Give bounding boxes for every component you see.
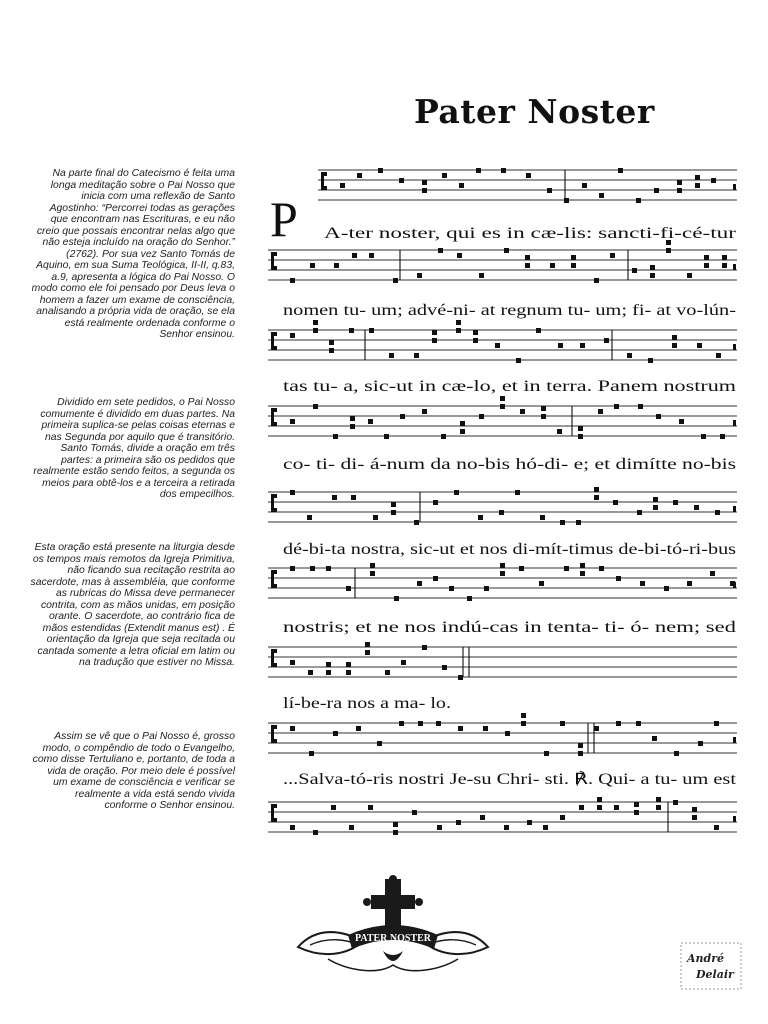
neume-note xyxy=(340,183,345,188)
neume-note xyxy=(433,500,438,505)
neume-note xyxy=(307,515,312,520)
c-clef-icon xyxy=(271,408,277,426)
neume-note xyxy=(654,188,659,193)
neume-note xyxy=(326,566,331,571)
neume-note xyxy=(389,353,394,358)
lyric-line-6: nostris; et ne nos indú-cas in tenta- ti- ó- nem; sed xyxy=(283,619,737,636)
commentary-paragraph-4: Assim se vê que o Pai Nosso é, grosso modo, o compêndio de todo o Evangelho, como disse Tertuliano e, portanto, de toda a vida de oração. Por meio dele é possível um exame de consciência e verificar se realmente a vida está sendo vivida conforme o Senhor ensinou. xyxy=(32,731,235,811)
neume-note xyxy=(391,510,396,515)
neume-note xyxy=(368,419,373,424)
neume-note xyxy=(704,263,709,268)
neume-note xyxy=(478,515,483,520)
neume-note xyxy=(578,434,583,439)
neume-note xyxy=(695,183,700,188)
neume-note xyxy=(414,520,419,525)
neume-note xyxy=(638,404,643,409)
neume-note xyxy=(433,576,438,581)
neume-note xyxy=(672,343,677,348)
neume-note xyxy=(701,434,706,439)
neume-note xyxy=(578,751,583,756)
neume-note xyxy=(557,429,562,434)
neume-note xyxy=(422,188,427,193)
neume-note xyxy=(632,268,637,273)
neume-note xyxy=(525,263,530,268)
banner-text: PATER NOSTER xyxy=(354,933,432,944)
neume-note xyxy=(365,642,370,647)
neume-note xyxy=(614,404,619,409)
neume-note xyxy=(582,183,587,188)
signature-line-1: André xyxy=(687,952,725,965)
neume-note xyxy=(673,500,678,505)
neume-note xyxy=(473,330,478,335)
neume-note xyxy=(687,273,692,278)
neume-note xyxy=(704,255,709,260)
neume-note xyxy=(677,180,682,185)
neume-note xyxy=(500,571,505,576)
neume-note xyxy=(458,675,463,680)
neume-note xyxy=(369,253,374,258)
commentary-paragraph-3: Esta oração está presente na liturgia desde os tempos mais remotos da Igreja Primitiva, não ficando sua recitação restrita ao sacerdote, mas à assembléia, que conforme as rubricas do Missa deve permanecer contrita, com as mãos unidas, em posição orante. O sacerdote, ao contrário fica de mãos estendidas (Extendit manus est) . É orientação da Igreja que seja recitada ou cantada somente a letra oficial em latim ou na tradução que estiver no Missa. xyxy=(30,542,235,668)
neume-note xyxy=(543,825,548,830)
neume-note xyxy=(393,278,398,283)
neume-note xyxy=(377,741,382,746)
neume-note xyxy=(350,424,355,429)
neume-note xyxy=(329,348,334,353)
neume-note xyxy=(571,255,576,260)
neume-note xyxy=(578,743,583,748)
neume-note xyxy=(422,645,427,650)
neume-note xyxy=(479,273,484,278)
neume-note xyxy=(399,721,404,726)
neume-note xyxy=(449,586,454,591)
neume-note xyxy=(580,571,585,576)
neume-note xyxy=(714,825,719,830)
neume-note xyxy=(326,662,331,667)
neume-note xyxy=(333,434,338,439)
neume-note xyxy=(536,328,541,333)
neume-note xyxy=(616,721,621,726)
neume-note xyxy=(436,721,441,726)
commentary-paragraph-1: Na parte final do Catecismo é feita uma longa meditação sobre o Pai Nosso que inicia com uma reflexão de Santo Agostinho: “Percorrei todas as gerações que encontram nas Escrituras, e eu não creio que possais encontrar nelas algo que não esteja incluído na oração do Senhor.” (2762). Por sua vez Santo Tomás de Aquino, em sua Suma Teológica, II-II, q.83, a.9, apresenta a lógica do Pai Nosso. O modo como ele foi pensado por Deus leva o homem a fazer um exame de consciência, analisando a própria vida de oração, se ela está realmente ordenada conforme o Senhor ensinou. xyxy=(31,168,235,340)
custos-mark xyxy=(733,420,736,426)
neume-note xyxy=(479,414,484,419)
custos-mark xyxy=(733,506,736,512)
neume-note xyxy=(495,343,500,348)
neume-note xyxy=(697,343,702,348)
neume-note xyxy=(541,414,546,419)
page-title: Pater Noster xyxy=(414,92,655,131)
neume-note xyxy=(673,800,678,805)
neume-note xyxy=(618,168,623,173)
neume-note xyxy=(560,721,565,726)
neume-note xyxy=(441,434,446,439)
commentary-paragraph-2: Dividido em sete pedidos, o Pai Nosso comumente é dividido em duas partes. Na primeira suplica-se pelas coisas eternas e nas Segunda por aquilo que é transitório. Santo Tomás, divide a oração em três partes: a primeira são os pedidos que realmente estão sendo feitos, a segunda os meios para obtê-los e a terceira a retirada dos empecilhos. xyxy=(33,397,235,500)
neume-note xyxy=(290,419,295,424)
neume-note xyxy=(368,805,373,810)
neume-note xyxy=(393,830,398,835)
neume-note xyxy=(578,426,583,431)
lyric-line-3: tas tu- a, sic-ut in cæ-lo, et in terra. Panem nostrum xyxy=(283,378,736,395)
neume-note xyxy=(714,721,719,726)
neume-note xyxy=(692,815,697,820)
neume-note xyxy=(656,414,661,419)
neume-note xyxy=(599,193,604,198)
neume-note xyxy=(560,520,565,525)
neume-note xyxy=(558,343,563,348)
lyric-line-4: co- ti- di- á-num da no-bis hó-di- e; et dimítte no-bis xyxy=(283,456,736,473)
neume-note xyxy=(500,404,505,409)
neume-note xyxy=(414,353,419,358)
neume-note xyxy=(599,566,604,571)
c-clef-icon xyxy=(271,332,277,350)
lyric-line-1: A-ter noster, qui es in cæ-lis: sancti-fi-cé-tur xyxy=(324,225,738,242)
neume-note xyxy=(290,278,295,283)
neume-note xyxy=(571,263,576,268)
neume-note xyxy=(457,253,462,258)
neume-note xyxy=(679,419,684,424)
c-clef-icon xyxy=(271,649,277,667)
neume-note xyxy=(610,253,615,258)
neume-note xyxy=(456,820,461,825)
neume-note xyxy=(722,255,727,260)
neume-note xyxy=(310,566,315,571)
neume-note xyxy=(499,510,504,515)
neume-note xyxy=(519,566,524,571)
neume-note xyxy=(432,330,437,335)
neume-note xyxy=(460,421,465,426)
neume-note xyxy=(400,414,405,419)
neume-note xyxy=(394,596,399,601)
neume-note xyxy=(627,353,632,358)
c-clef-icon xyxy=(271,725,277,743)
neume-note xyxy=(313,404,318,409)
neume-note xyxy=(698,741,703,746)
neume-note xyxy=(378,168,383,173)
custos-mark xyxy=(733,344,736,350)
neume-note xyxy=(722,263,727,268)
neume-note xyxy=(373,515,378,520)
neume-note xyxy=(501,168,506,173)
neume-note xyxy=(369,328,374,333)
neume-note xyxy=(384,434,389,439)
neume-note xyxy=(331,805,336,810)
neume-note xyxy=(290,825,295,830)
neume-note xyxy=(418,721,423,726)
neume-note xyxy=(484,586,489,591)
neume-note xyxy=(544,751,549,756)
neume-note xyxy=(417,581,422,586)
neume-note xyxy=(500,563,505,568)
neume-note xyxy=(391,502,396,507)
neume-note xyxy=(458,726,463,731)
neume-note xyxy=(454,490,459,495)
neume-note xyxy=(442,173,447,178)
neume-note xyxy=(365,650,370,655)
neume-note xyxy=(580,563,585,568)
lyric-line-5: dé-bi-ta nostra, sic-ut et nos di-mít-timus de-bi-tó-ri-bus xyxy=(283,541,736,558)
neume-note xyxy=(329,340,334,345)
neume-note xyxy=(636,721,641,726)
neume-note xyxy=(357,173,362,178)
neume-note xyxy=(438,248,443,253)
neume-note xyxy=(672,335,677,340)
neume-note xyxy=(310,263,315,268)
c-clef-icon xyxy=(271,570,277,588)
neume-note xyxy=(636,198,641,203)
neume-note xyxy=(370,571,375,576)
neume-note xyxy=(716,353,721,358)
neume-note xyxy=(515,490,520,495)
neume-note xyxy=(432,338,437,343)
neume-note xyxy=(604,338,609,343)
neume-note xyxy=(650,265,655,270)
custos-mark xyxy=(733,582,736,588)
neume-note xyxy=(720,434,725,439)
neume-note xyxy=(456,320,461,325)
neume-note xyxy=(399,178,404,183)
neume-note xyxy=(309,751,314,756)
neume-note xyxy=(715,510,720,515)
neume-note xyxy=(442,665,447,670)
custos-mark xyxy=(733,264,736,270)
neume-note xyxy=(313,328,318,333)
neume-note xyxy=(547,188,552,193)
neume-note xyxy=(653,497,658,502)
neume-note xyxy=(656,797,661,802)
neume-note xyxy=(711,178,716,183)
neume-note xyxy=(594,487,599,492)
neume-note xyxy=(473,338,478,343)
neume-note xyxy=(674,751,679,756)
neume-note xyxy=(597,805,602,810)
neume-note xyxy=(653,505,658,510)
neume-note xyxy=(597,797,602,802)
neume-note xyxy=(616,576,621,581)
neume-note xyxy=(580,343,585,348)
neume-note xyxy=(483,726,488,731)
neume-note xyxy=(640,581,645,586)
neume-note xyxy=(516,358,521,363)
signature-line-2: Delair xyxy=(696,968,734,981)
neume-note xyxy=(333,731,338,736)
neume-note xyxy=(504,248,509,253)
neume-note xyxy=(695,175,700,180)
lyric-line-8: ...Salva-tó-ris nostri Je-su Chri- sti. ℟. Qui- a tu- um est xyxy=(283,771,629,788)
neume-note xyxy=(539,581,544,586)
custos-mark xyxy=(733,737,736,743)
neume-note xyxy=(550,263,555,268)
neume-note xyxy=(349,825,354,830)
neume-note xyxy=(598,409,603,414)
neume-note xyxy=(540,515,545,520)
custos-mark xyxy=(733,184,736,190)
neume-note xyxy=(334,263,339,268)
neume-note xyxy=(346,586,351,591)
neume-note xyxy=(422,180,427,185)
neume-note xyxy=(417,273,422,278)
neume-note xyxy=(541,406,546,411)
neume-note xyxy=(313,320,318,325)
neume-note xyxy=(656,805,661,810)
neume-note xyxy=(351,495,356,500)
neume-note xyxy=(467,596,472,601)
neume-note xyxy=(564,198,569,203)
neume-note xyxy=(521,713,526,718)
neume-note xyxy=(504,825,509,830)
neume-note xyxy=(594,726,599,731)
neume-note xyxy=(526,173,531,178)
neume-note xyxy=(476,168,481,173)
neume-note xyxy=(664,586,669,591)
neume-note xyxy=(677,188,682,193)
neume-note xyxy=(500,396,505,401)
neume-note xyxy=(326,670,331,675)
lyric-line-2: nomen tu- um; advé-ni- at regnum tu- um; fi- at vo-lún- xyxy=(283,302,736,319)
neume-note xyxy=(401,660,406,665)
neume-note xyxy=(393,822,398,827)
neume-note xyxy=(350,416,355,421)
neume-note xyxy=(666,248,671,253)
neume-note xyxy=(648,358,653,363)
neume-note xyxy=(346,662,351,667)
neume-note xyxy=(412,810,417,815)
neume-note xyxy=(560,815,565,820)
author-signature xyxy=(680,942,742,990)
neume-note xyxy=(613,500,618,505)
neume-note xyxy=(332,495,337,500)
neume-note xyxy=(352,253,357,258)
neume-note xyxy=(594,278,599,283)
neume-note xyxy=(650,273,655,278)
neume-note xyxy=(385,670,390,675)
neume-note xyxy=(637,510,642,515)
lyric-line-7: lí-be-ra nos a ma- lo. xyxy=(283,695,451,712)
cross-ornament xyxy=(288,875,498,985)
neume-note xyxy=(652,736,657,741)
c-clef-icon xyxy=(321,172,327,190)
custos-mark xyxy=(733,816,736,822)
neume-note xyxy=(594,495,599,500)
neume-note xyxy=(694,505,699,510)
neume-note xyxy=(422,409,427,414)
neume-note xyxy=(687,581,692,586)
staves-group xyxy=(268,168,737,835)
neume-note xyxy=(634,802,639,807)
neume-note xyxy=(521,721,526,726)
neume-note xyxy=(290,333,295,338)
neume-note xyxy=(456,328,461,333)
neume-note xyxy=(356,726,361,731)
neume-note xyxy=(576,520,581,525)
neume-note xyxy=(349,328,354,333)
neume-note xyxy=(460,429,465,434)
neume-note xyxy=(346,670,351,675)
neume-note xyxy=(290,726,295,731)
neume-note xyxy=(634,810,639,815)
neume-note xyxy=(308,670,313,675)
neume-note xyxy=(505,731,510,736)
neume-note xyxy=(520,409,525,414)
c-clef-icon xyxy=(271,494,277,512)
neume-note xyxy=(480,815,485,820)
neume-note xyxy=(290,566,295,571)
neume-note xyxy=(290,660,295,665)
neume-note xyxy=(614,805,619,810)
initial-letter: P xyxy=(270,191,298,247)
neume-note xyxy=(579,805,584,810)
neume-note xyxy=(692,807,697,812)
c-clef-icon xyxy=(271,252,277,270)
neume-note xyxy=(564,566,569,571)
neume-note xyxy=(370,563,375,568)
neume-note xyxy=(290,490,295,495)
neume-note xyxy=(710,571,715,576)
neume-note xyxy=(459,183,464,188)
neume-note xyxy=(313,830,318,835)
c-clef-icon xyxy=(271,804,277,822)
neume-note xyxy=(525,255,530,260)
neume-note xyxy=(437,825,442,830)
neume-note xyxy=(527,820,532,825)
